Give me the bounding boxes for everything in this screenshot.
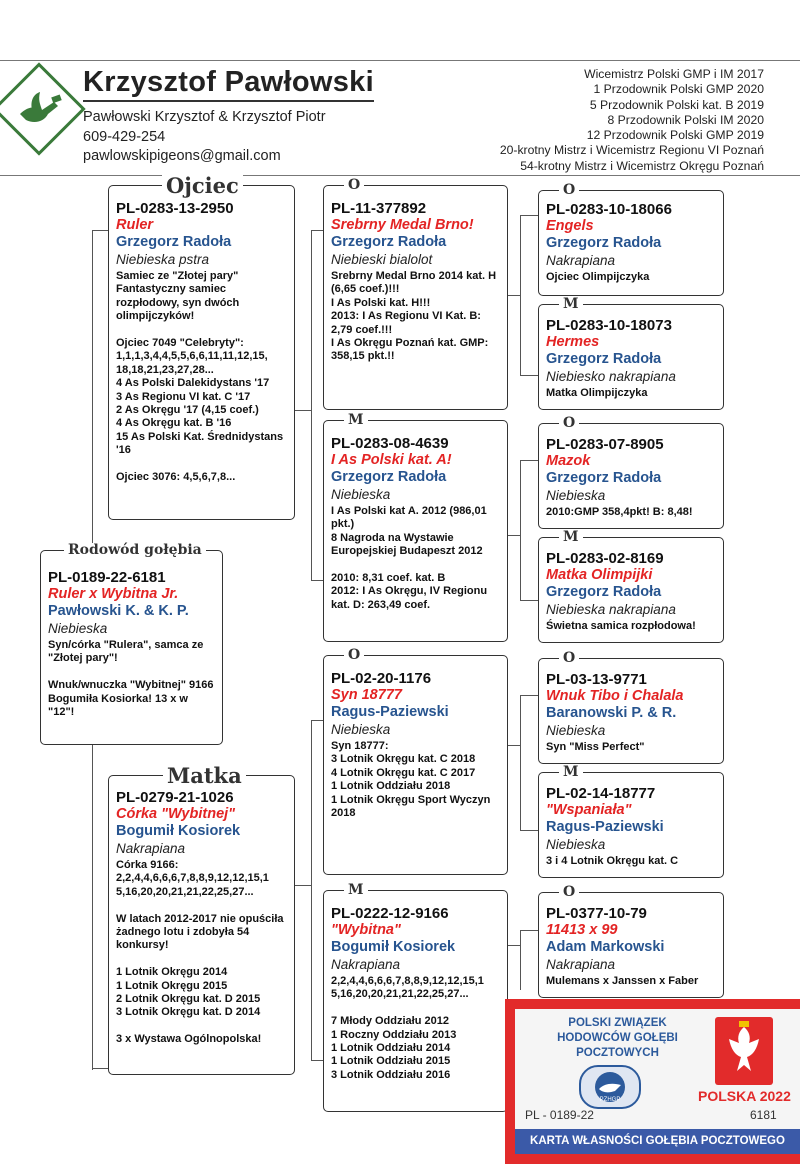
sire-label: O: [344, 178, 364, 192]
connector-line: [311, 720, 323, 721]
ancestor-card: [538, 537, 724, 643]
achievement-item: 54-krotny Mistrz i Wicemistrz Okręgu Poznań: [520, 158, 764, 173]
ring-number: PL-0283-10-18066: [546, 201, 672, 218]
sire-label: O: [344, 648, 364, 662]
ancestor-card: [538, 772, 724, 878]
breeder-name: Grzegorz Radoła: [546, 584, 662, 600]
header-top-rule: [0, 60, 800, 61]
ancestor-card: [538, 423, 724, 529]
breeder-name: Grzegorz Radoła: [331, 234, 447, 250]
sire-label: O: [559, 651, 579, 665]
pigeon-notes: Srebrny Medal Brno 2014 kat. H (6,65 coef.)!!! I As Polski kat. H!!! 2013: I As Regionu VI Kat. B: 2,79 coef.!!! I As Okręgu Poznań kat. GMP: 358,15 pkt.!!: [331, 270, 497, 363]
father-label: Ojciec: [162, 175, 243, 197]
sire-label: O: [559, 416, 579, 430]
pigeon-nickname: Ruler x Wybitna Jr.: [48, 586, 179, 602]
pigeon-nickname: Ruler: [116, 217, 154, 233]
grandmother-paternal-card: [323, 420, 508, 642]
connector-line: [508, 295, 520, 296]
pedigree-label: Rodowód gołębia: [64, 543, 206, 557]
ring-number: PL-0283-13-2950: [116, 200, 234, 217]
connector-line: [508, 745, 520, 746]
connector-line: [311, 580, 323, 581]
breeder-name-title: Krzysztof Pawłowski: [83, 64, 374, 102]
pigeon-notes: Świetna samica rozpłodowa!: [546, 620, 696, 632]
pigeon-notes: Syn/córka "Rulera", samca ze "Złotej pary"! Wnuk/wnuczka "Wybitnej" 9166 Bogumiła Kosiorka! 13 x w "12"!: [48, 639, 214, 719]
grandmother-maternal-card: [323, 890, 508, 1112]
connector-line: [295, 410, 311, 411]
breeder-name: Baranowski P. & R.: [546, 705, 677, 721]
connector-line: [520, 830, 538, 831]
breeder-name: Grzegorz Radoła: [546, 470, 662, 486]
pigeon-notes: 2,2,4,4,6,6,6,7,8,8,9,12,12,15,1 5,16,20,20,21,21,22,25,27... 7 Młody Oddziału 2012 1 Roczny Oddziału 2013 1 Lotnik Oddziału 2014 1 Lotnik Oddziału 2015 3 Lotnik Oddziału 2016: [331, 975, 484, 1081]
dove-logo-icon: [14, 84, 64, 134]
achievement-item: 12 Przodownik Polski GMP 2019: [586, 128, 764, 143]
card-ring-number: PL - 0189-22: [525, 1108, 594, 1122]
mother-label: Matka: [163, 765, 246, 787]
ring-number: PL-0377-10-79: [546, 905, 647, 922]
pigeon-notes: Syn "Miss Perfect": [546, 741, 645, 753]
connector-line: [520, 930, 538, 931]
ring-number: PL-0283-10-18073: [546, 317, 672, 334]
pigeon-color: Niebieska: [546, 723, 606, 738]
breeder-name: Pawłowski K. & K. P.: [48, 603, 189, 619]
connector-line: [92, 230, 108, 231]
pigeon-nickname: Wnuk Tibo i Chalala: [546, 688, 684, 704]
grandfather-maternal-card: [323, 655, 508, 875]
ring-number: PL-02-14-18777: [546, 785, 656, 802]
card-logo-text: PZHGP: [599, 1097, 621, 1103]
pigeon-color: Niebieska nakrapiana: [546, 602, 676, 617]
pigeon-color: Nakrapiana: [331, 957, 401, 972]
breeder-name: Grzegorz Radoła: [331, 469, 447, 485]
ring-number: PL-0283-07-8905: [546, 436, 664, 453]
breeder-name: Bogumił Kosiorek: [116, 823, 241, 839]
ring-number: PL-03-13-9771: [546, 671, 647, 688]
connector-line: [295, 885, 311, 886]
card-country-year: POLSKA 2022: [698, 1088, 791, 1104]
connector-line: [520, 600, 538, 601]
pigeon-notes: Ojciec Olimpijczyka: [546, 271, 650, 283]
connector-line: [508, 945, 520, 946]
breeder-name: Adam Markowski: [546, 939, 665, 955]
email-line: pawlowskipigeons@gmail.com: [83, 148, 281, 164]
ancestor-card: [538, 190, 724, 296]
breeder-name: Ragus-Paziewski: [546, 819, 664, 835]
pigeon-color: Nakrapiana: [546, 957, 616, 972]
header-bottom-rule: [0, 175, 800, 176]
dam-label: M: [344, 413, 368, 427]
pigeon-nickname: Srebrny Medal Brno!: [331, 217, 474, 233]
pigeon-color: Niebieska pstra: [116, 252, 210, 267]
pigeon-color: Niebieska: [546, 488, 606, 503]
breeder-name: Grzegorz Radoła: [546, 351, 662, 367]
achievement-item: 8 Przodownik Polski IM 2020: [607, 112, 764, 127]
achievement-item: 5 Przodownik Polski kat. B 2019: [589, 97, 764, 112]
breeder-name: Ragus-Paziewski: [331, 704, 449, 720]
pigeon-nickname: Mazok: [546, 453, 591, 469]
pigeon-nickname: "Wspaniała": [546, 802, 632, 818]
connector-line: [520, 695, 521, 830]
pigeon-nickname: "Wybitna": [331, 922, 401, 938]
connector-line: [520, 460, 538, 461]
connector-line: [520, 930, 521, 990]
connector-line: [311, 720, 312, 1060]
connector-line: [520, 375, 538, 376]
connector-line: [520, 695, 538, 696]
pigeon-notes: Córka 9166: 2,2,4,4,6,6,6,7,8,8,9,12,12,15,1 5,16,20,20,21,21,22,25,27... W latach 2012-2017 nie opuściła żadnego lotu i zdobyła 54 konkursy! 1 Lotnik Okręgu 2014 1 Lotnik Okręgu 2015 2 Lotnik Okręgu kat. D 2015 3 Lotnik Okręgu kat. D 2014 3 x Wystawa Ogólnopolska!: [116, 859, 284, 1046]
pigeon-notes: 2010:GMP 358,4pkt! B: 8,48!: [546, 506, 693, 518]
ancestor-card: [538, 658, 724, 764]
pigeon-color: Nakrapiana: [546, 253, 616, 268]
pigeon-color: Niebieska: [331, 487, 391, 502]
breeder-name: Bogumił Kosiorek: [331, 939, 456, 955]
pigeon-nickname: Syn 18777: [331, 687, 402, 703]
pigeon-nickname: I As Polski kat. A!: [331, 452, 452, 468]
connector-line: [311, 230, 323, 231]
achievements-list: [500, 67, 764, 174]
ring-number: PL-0283-08-4639: [331, 435, 449, 452]
card-ring-code: 6181: [750, 1108, 777, 1122]
pigeon-notes: Syn 18777: 3 Lotnik Okręgu kat. C 2018 4 Lotnik Okręgu kat. C 2017 1 Lotnik Oddziału 2018 1 Lotnik Okręgu Sport Wyczyn 2018: [331, 740, 491, 820]
ring-number: PL-0283-02-8169: [546, 550, 664, 567]
achievement-item: 1 Przodownik Polski GMP 2020: [593, 82, 764, 97]
ring-number: PL-0189-22-6181: [48, 569, 166, 586]
ring-number: PL-11-377892: [331, 200, 427, 217]
dam-label: M: [559, 765, 583, 779]
pigeon-color: Nakrapiana: [116, 841, 186, 856]
pigeon-nickname: Engels: [546, 218, 594, 234]
sire-label: O: [559, 885, 579, 899]
connector-line: [92, 745, 93, 1070]
dam-label: M: [559, 530, 583, 544]
connector-line: [520, 460, 521, 600]
pigeon-nickname: 11413 x 99: [546, 922, 618, 938]
subject-card: [40, 550, 223, 745]
connector-line: [520, 215, 521, 375]
pigeon-nickname: Hermes: [546, 334, 600, 350]
connector-line: [92, 1068, 108, 1069]
pigeon-notes: Mulemans x Janssen x Faber: [546, 975, 699, 987]
owners-line: Pawłowski Krzysztof & Krzysztof Piotr: [83, 109, 326, 125]
ownership-card: [505, 999, 800, 1164]
card-organization: POLSKI ZWIĄZEK HODOWCÓW GOŁĘBI POCZTOWYCH: [557, 1017, 678, 1059]
mother-card: [108, 775, 295, 1075]
phone-line: 609-429-254: [83, 129, 166, 145]
breeder-name: Grzegorz Radoła: [546, 235, 662, 251]
ring-number: PL-02-20-1176: [331, 670, 432, 687]
ring-number: PL-0279-21-1026: [116, 789, 234, 806]
pigeon-color: Niebieska: [546, 837, 606, 852]
connector-line: [520, 215, 538, 216]
grandfather-paternal-card: [323, 185, 508, 410]
pzhgp-logo-icon: [575, 1061, 645, 1113]
ancestor-card: [538, 892, 724, 998]
pigeon-notes: Matka Olimpijczyka: [546, 387, 648, 399]
sire-label: O: [559, 183, 579, 197]
pigeon-notes: Samiec ze "Złotej pary" Fantastyczny samiec rozpłodowy, syn dwóch olimpijczyków! Ojciec 7049 "Celebryty": 1,1,1,3,4,4,5,5,6,6,11,11,12,15, 18,18,21,23,27,28... 4 As Polski Dalekidystans '17 3 As Regionu VI kat. C '17 2 As Okręgu '17 (4,15 coef.) 4 As Okręgu kat. B '16 15 As Polski Kat. Średnidystans '16 Ojciec 3076: 4,5,6,7,8...: [116, 270, 284, 484]
pigeon-nickname: Matka Olimpijki: [546, 567, 653, 583]
polish-eagle-icon: [715, 1017, 773, 1085]
achievement-item: 20-krotny Mistrz i Wicemistrz Regionu VI Poznań: [499, 143, 764, 158]
pigeon-color: Niebieska: [331, 722, 391, 737]
ancestor-card: [538, 304, 724, 410]
connector-line: [311, 1060, 323, 1061]
pigeon-color: Niebieska: [48, 621, 108, 636]
connector-line: [508, 535, 520, 536]
pigeon-color: Niebiesko nakrapiana: [546, 369, 676, 384]
pigeon-nickname: Córka "Wybitnej": [116, 806, 236, 822]
ring-number: PL-0222-12-9166: [331, 905, 449, 922]
connector-line: [311, 230, 312, 580]
achievement-item: Wicemistrz Polski GMP i IM 2017: [584, 67, 764, 81]
pigeon-notes: I As Polski kat A. 2012 (986,01 pkt.) 8 Nagroda na Wystawie Europejskiej Budapeszt 2012 2010: 8,31 coef. kat. B 2012: I As Okręgu, IV Regionu kat. D: 263,49 coef.: [331, 505, 488, 611]
dam-label: M: [344, 883, 368, 897]
card-footer: KARTA WŁASNOŚCI GOŁĘBIA POCZTOWEGO: [515, 1129, 800, 1154]
connector-line: [92, 230, 93, 550]
dam-label: M: [559, 297, 583, 311]
breeder-name: Grzegorz Radoła: [116, 234, 232, 250]
pigeon-notes: 3 i 4 Lotnik Okręgu kat. C: [546, 855, 679, 867]
father-card: [108, 185, 295, 520]
pigeon-color: Niebieski bialolot: [331, 252, 433, 267]
